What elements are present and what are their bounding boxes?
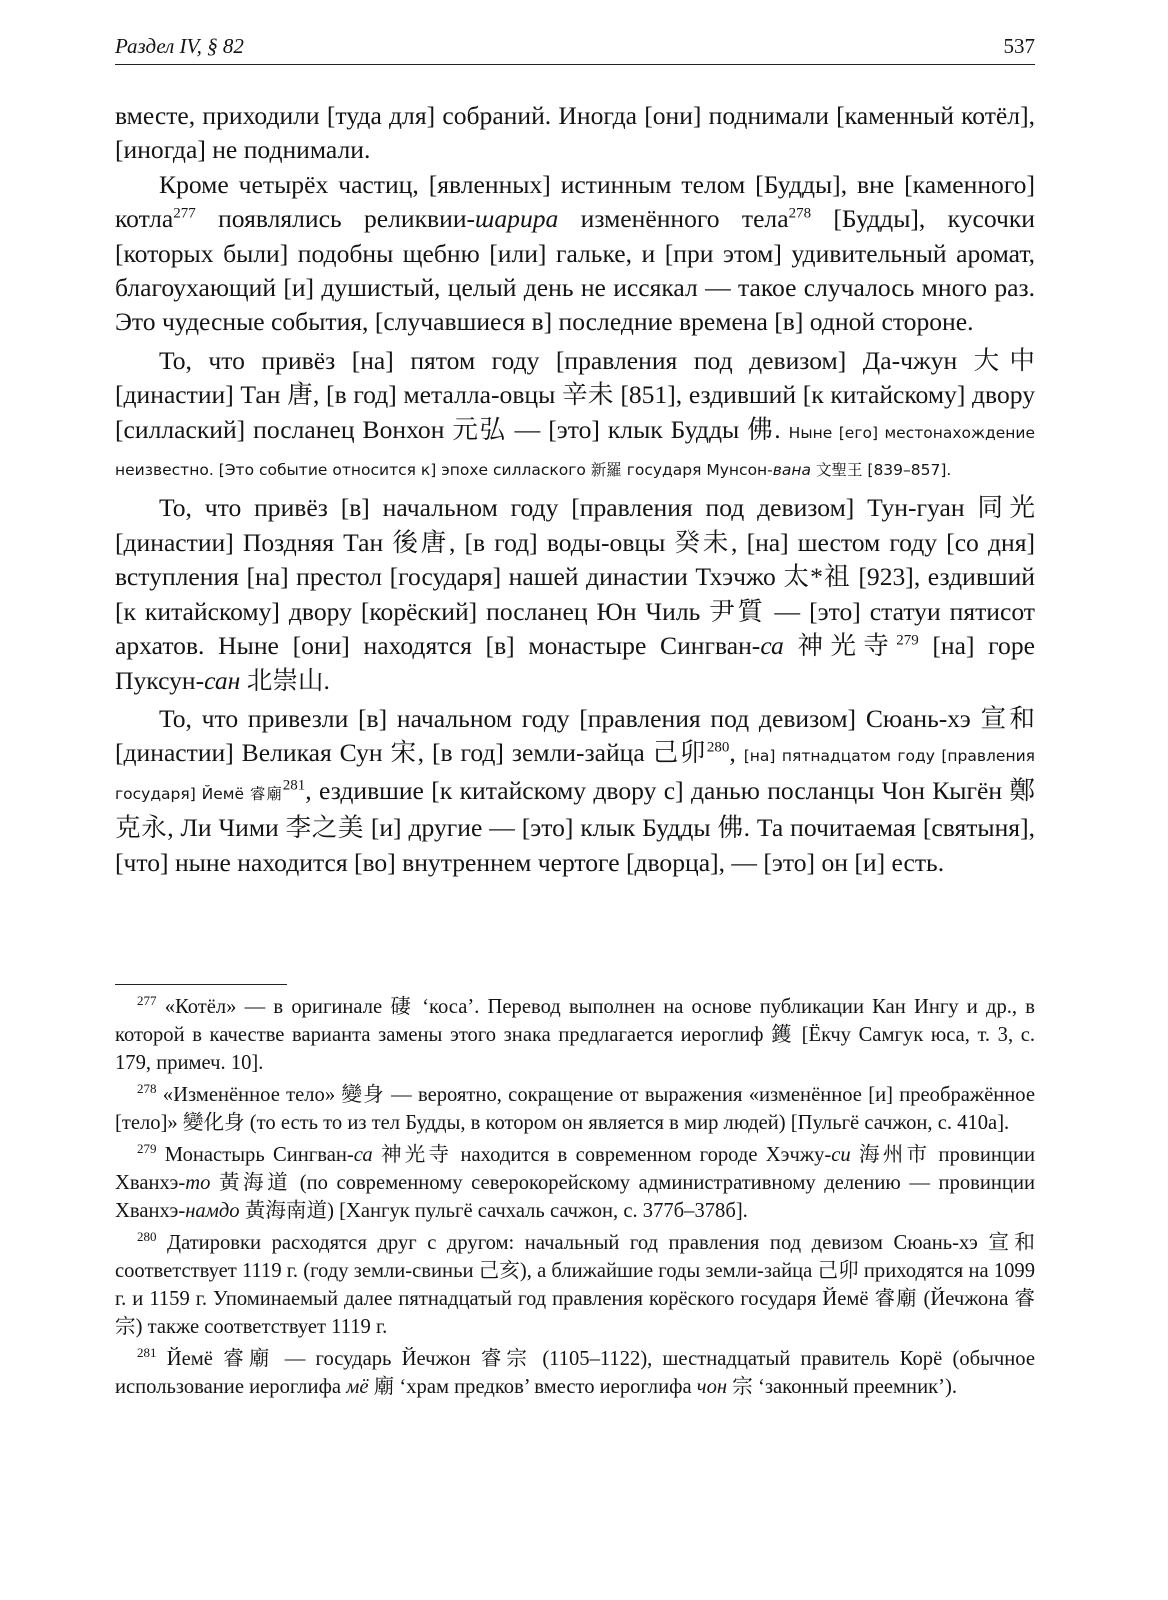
paragraph-4: То, что привёз [в] начальном году [правления под девизом] Тун-гуан 同光 [династии] Поздняя Тан 後唐, [в год] воды-овцы 癸未, [на] шестом году [со дня] вступления [на] престол [государя] нашей династии Тхэчжо 太*祖 [923], ездивший [к китайскому] двору [корёский] посланец Юн Чиль 尹質 — [это] статуи пятисот архатов. Ныне [они] находятся [в] монастыре Сингван-са 神光寺$^{279}$ [на] горе Пуксун-сан 北崇山. <box>115 493 1035 695</box>
footnote-separator <box>115 984 287 985</box>
section-title: Раздел IV, § 82 <box>115 34 244 58</box>
footnote-ref-277[interactable]: 277 <box>173 205 196 222</box>
running-header <box>115 30 1035 65</box>
paragraph-1: вместе, приходили [туда для] собраний. Иногда [они] поднимали [каменный котёл], [иногда] не поднимали. <box>115 101 1035 165</box>
footnote-279: $^{279}$ Монастырь Сингван-са 神光寺 находится в современном городе Хэчжу-си 海州市 провинции Хванхэ-то 黃海道 (по современному северокорейскому административному делению — провинции Хванхэ-намдо 黃海南道) [Хангук пульгё сачхаль сачжон, с. 377б–378б]. <box>115 1141 1035 1222</box>
page-number: 537 <box>1003 34 1035 58</box>
footnote-ref-280[interactable]: 280 <box>706 739 730 756</box>
footnote-ref-281[interactable]: 281 <box>282 777 306 794</box>
paragraph-5: То, что привезли [в] начальном году [правления под девизом] Сюань-хэ 宣和 [династии] Великая Сун 宋, [в год] земли-зайца 己卯$^{280}$, [на] пятнадцатом году [правления государя] Йемё 睿廟$^{281}$, ездившие [к китайскому двору с] данью посланцы Чон Кыгён 鄭克永, Ли Чими 李之美 [и] другие — [это] клык Будды 佛. Та почитаемая [святыня], [что] ныне находится [во] внутреннем чертоге [дворца], — [это] он [и] есть. <box>115 703 1036 877</box>
footnotes <box>115 993 1035 1405</box>
footnote-ref-278[interactable]: 278 <box>788 205 812 222</box>
inline-commentary: Ныне [его] местонахождение неизвестно. [Это событие относится к] эпохе силлаского 新羅 государя Мунсон-вана 文聖王 [839–857]. <box>115 423 1036 480</box>
footnote-280: $^{280}$ Датировки расходятся друг с другом: начальный год правления под девизом Сюань-хэ 宣和 соответствует 1119 г. (году земли-свиньи 己亥), а ближайшие годы земли-зайца 己卯 приходятся на 1099 г. и 1159 г. Упоминаемый далее пятнадцатый год правления корёского государя Йемё 睿廟 (Йечжона 睿宗) также соответствует 1119 г. <box>115 1229 1035 1338</box>
footnote-278: $^{278}$ «Изменённое тело» 變身 — вероятно, сокращение от выражения «изменённое [и] преображённое [тело]» 變化身 (то есть то из тел Будды, в котором он является в мир людей) [Пульгё сачжон, с. 410а]. <box>115 1081 1035 1134</box>
paragraph-2: Кроме четырёх частиц, [явленных] истинным телом [Будды], вне [каменного] котла$^{277}$ появлялись реликвии-шарира изменённого тела$^{278}$ [Будды], кусочки [которых были] подобны щебню [или] гальке, и [при этом] удивительный аромат, благоухающий [и] душистый, целый день не иссякал — такое случалось много раз. Это чудесные события, [случавшиеся в] последние времена [в] одной стороне. <box>115 169 1035 337</box>
paragraph-3: То, что привёз [на] пятом году [правления под девизом] Да-чжун 大中 [династии] Тан 唐, [в год] металла-овцы 辛未 [851], ездивший [к китайскому] двору [силлаский] посланец Вонхон 元弘 — [это] клык Будды 佛. Ныне [его] местонахождение неизвестно. [Это событие относится к] эпохе силлаского 新羅 государя Мунсон-вана 文聖王 [839–857]. <box>115 345 1036 480</box>
footnote-277: $^{277}$ «Котёл» — в оригинале 䃀 ‘коса’. Перевод выполнен на основе публикации Кан Ингу и др., в которой в качестве варианта замены этого знака предлагается иероглиф 鑊 [Ёкчу Самгук юса, т. 3, с. 179, примеч. 10]. <box>115 993 1035 1074</box>
footnote-ref-279[interactable]: 279 <box>896 632 919 649</box>
footnote-281: $^{281}$ Йемё 睿廟 — государь Йечжон 睿宗 (1105–1122), шестнадцатый правитель Корё (обычное использование иероглифа мё 廟 ‘храм предков’ вместо иероглифа чон 宗 ‘законный преемник’). <box>115 1345 1035 1398</box>
main-text <box>115 99 1035 880</box>
inline-commentary: [на] пятнадцатом году [правления государя] Йемё 睿廟 <box>115 747 1036 803</box>
